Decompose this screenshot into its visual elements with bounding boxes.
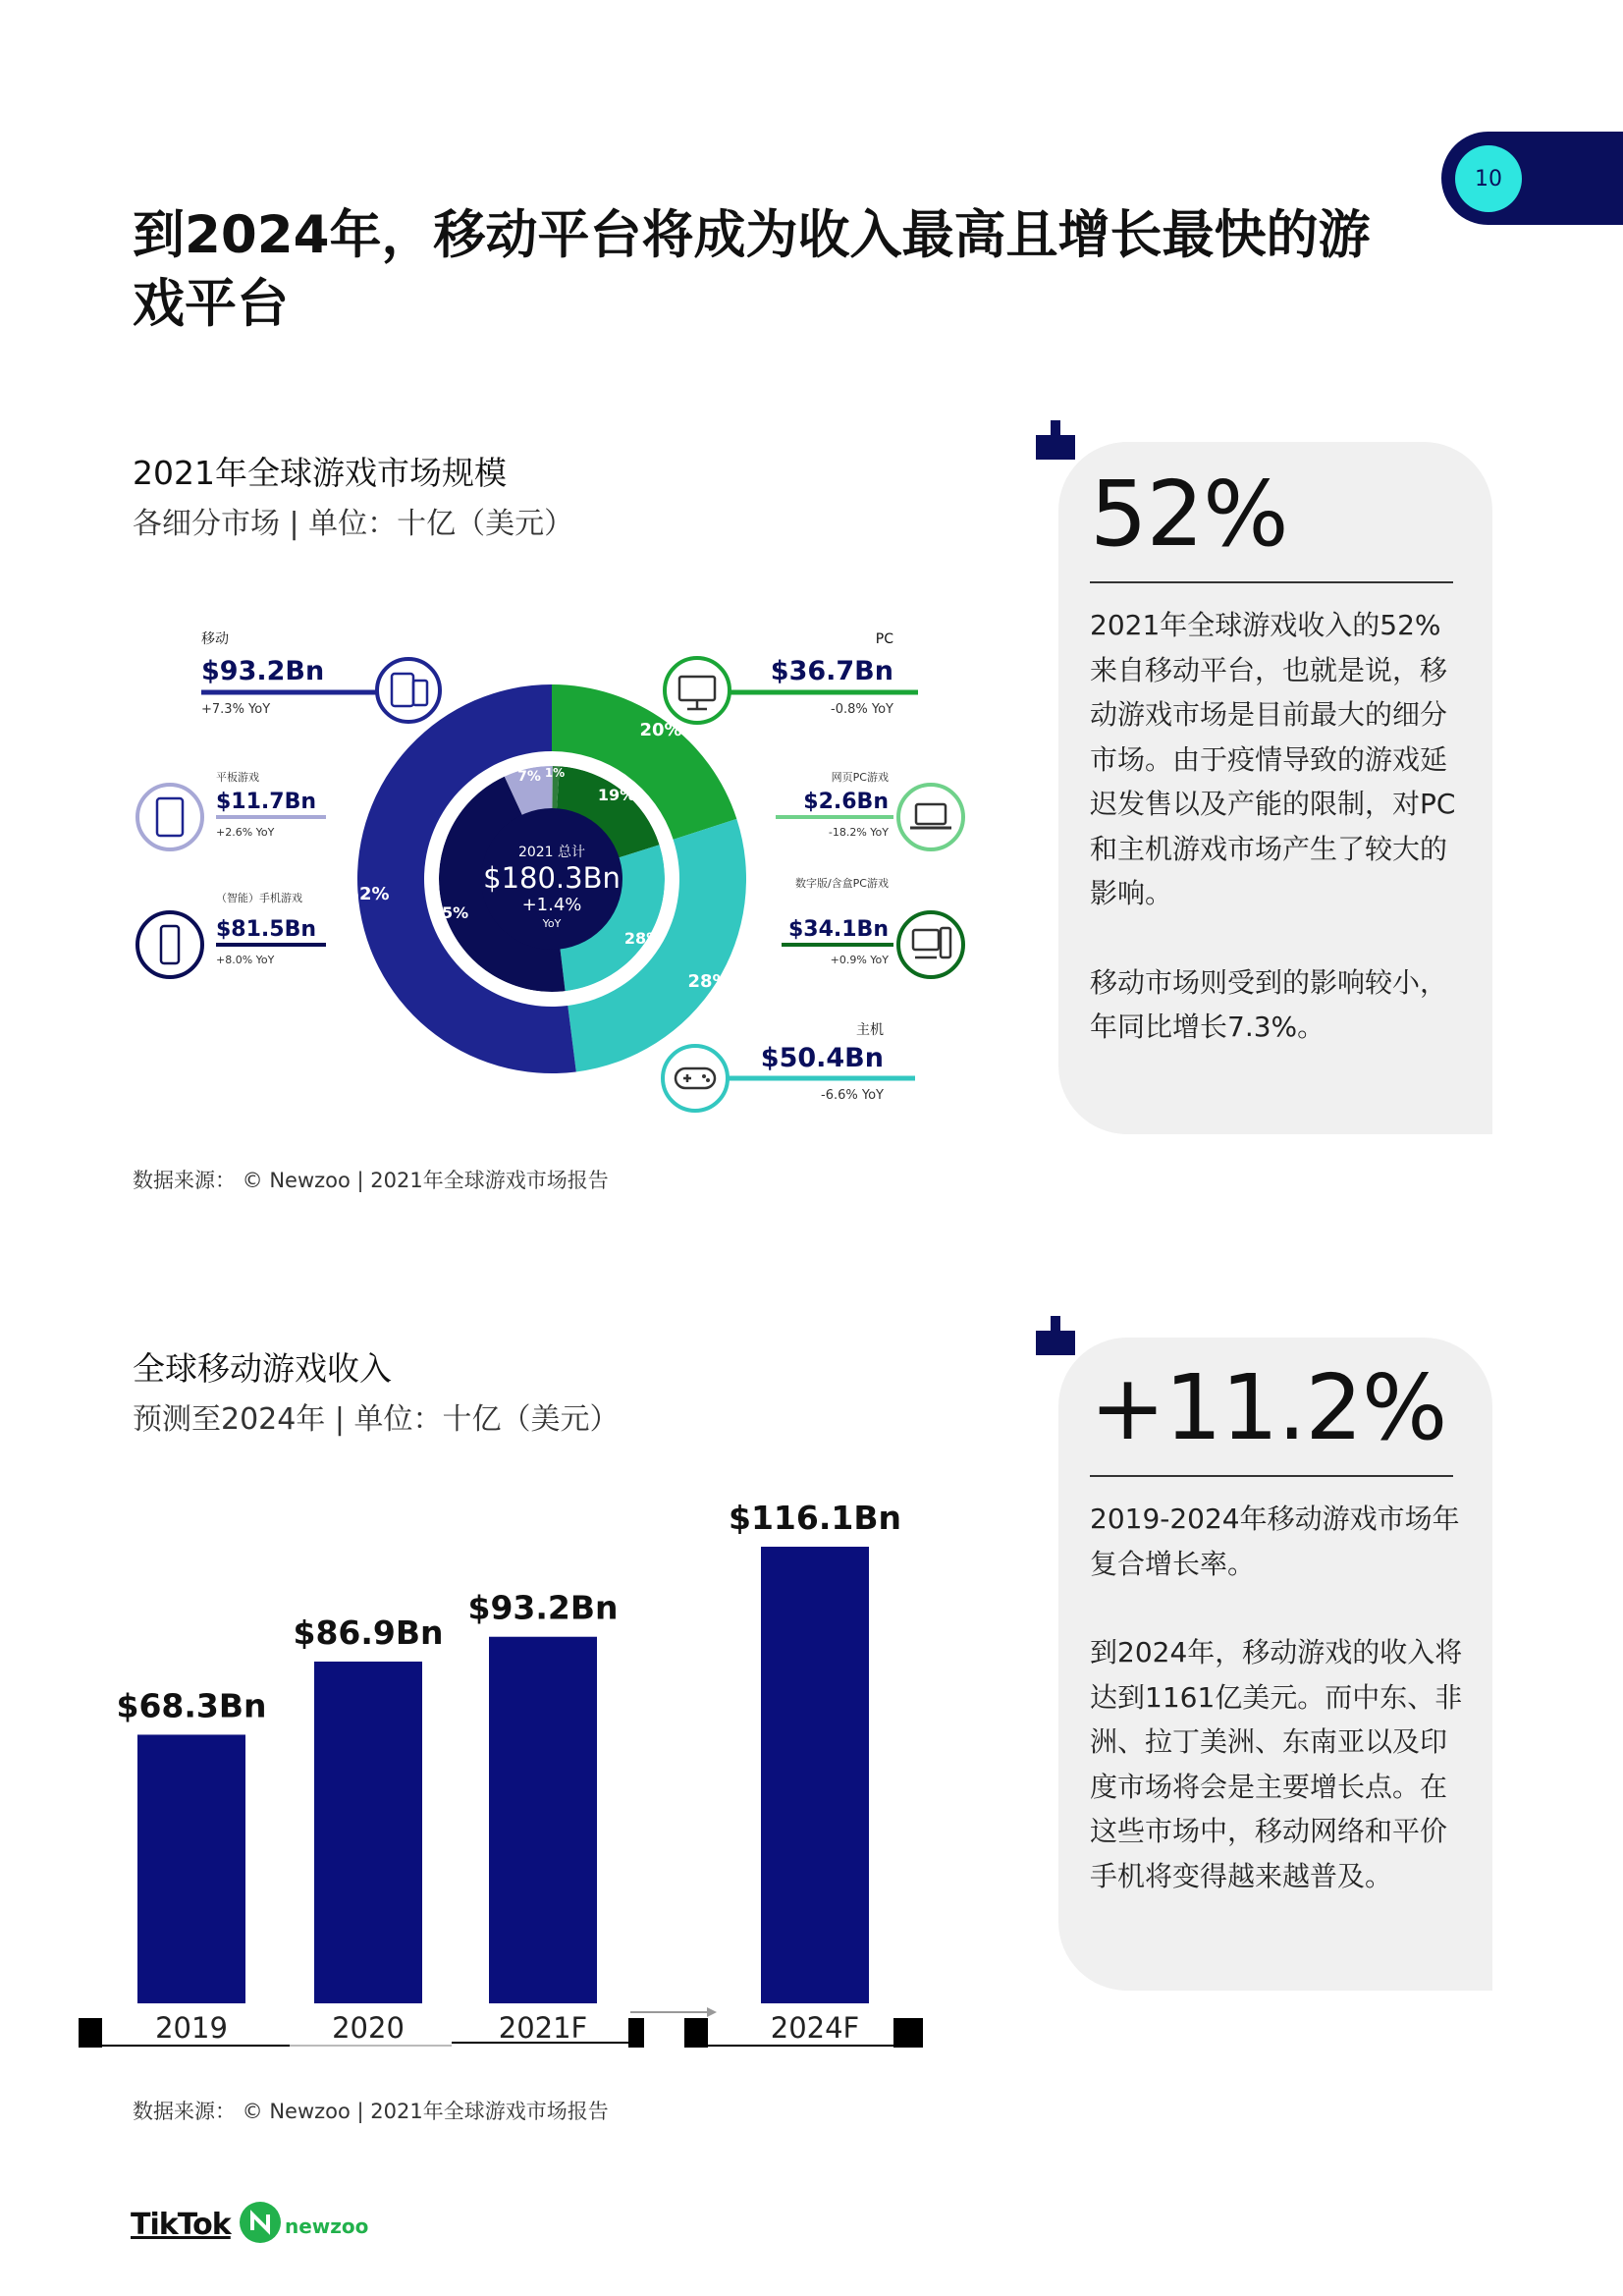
desktop-pc-icon bbox=[898, 912, 963, 977]
section2-source: 数据来源： © Newzoo | 2021年全球游戏市场报告 bbox=[133, 2100, 609, 2123]
card2-text bbox=[1090, 1497, 1473, 1942]
callout-boxed-yoy: +0.9% YoY bbox=[830, 954, 889, 966]
bar-data-label: $116.1Bn bbox=[729, 1499, 901, 1537]
callout-tablet-value: $11.7Bn bbox=[216, 790, 317, 814]
callout-smartphone-name: （智能）手机游戏 bbox=[216, 892, 302, 904]
newzoo-logo-text: newzoo bbox=[285, 2214, 369, 2238]
outer-label-console: 28% bbox=[687, 971, 730, 992]
callout-mobile-value: $93.2Bn bbox=[201, 656, 325, 686]
callout-mobile-yoy: +7.3% YoY bbox=[201, 702, 271, 717]
page-title: 到2024年，移动平台将成为收入最高且增长最快的游戏平台 bbox=[133, 205, 1371, 334]
forecast-arrow-head bbox=[707, 2007, 717, 2017]
laptop-icon bbox=[898, 785, 963, 849]
card2-divider bbox=[1090, 1475, 1453, 1477]
tiktok-logo: TikTok bbox=[131, 2208, 231, 2242]
axis-end-block bbox=[628, 2018, 644, 2048]
mobile-revenue-bar-chart bbox=[79, 1473, 943, 2062]
x-tick-label: 2024F bbox=[770, 2011, 860, 2045]
inner-label-console: 28% bbox=[623, 929, 663, 948]
page-number: 10 bbox=[1455, 145, 1522, 212]
card1-paragraph: 移动市场则受到的影响较小，年同比增长7.3%。 bbox=[1090, 965, 1448, 1043]
bar-data-label: $93.2Bn bbox=[467, 1588, 619, 1627]
callout-tablet-yoy: +2.6% YoY bbox=[216, 826, 275, 839]
smartphone-icon bbox=[137, 912, 202, 977]
outer-label-pc: 20% bbox=[639, 720, 682, 740]
market-donut-chart bbox=[118, 609, 1001, 1120]
axis-end-block-left bbox=[79, 2018, 102, 2048]
bar-data-label: $86.9Bn bbox=[293, 1613, 444, 1652]
callout-boxed-name: 数字版/含盒PC游戏 bbox=[794, 877, 889, 890]
callout-console-name: 主机 bbox=[856, 1022, 884, 1038]
callout-tablet-name: 平板游戏 bbox=[216, 771, 259, 784]
card1-paragraph: 2021年全球游戏收入的52%来自移动平台，也就是说，移动游戏市场是目前最大的细分市场。由于疫情导致的游戏延迟发售以及产能的限制，对PC和主机游戏市场产生了较大的影响。 bbox=[1090, 609, 1456, 909]
plus-icon bbox=[1036, 420, 1075, 460]
x-tick-label: 2019 bbox=[155, 2011, 228, 2045]
card2-stat: +11.2% bbox=[1090, 1355, 1447, 1460]
callout-browser-name: 网页PC游戏 bbox=[831, 771, 889, 784]
inner-label-boxed: 19% bbox=[597, 786, 636, 804]
axis-end-block-right bbox=[893, 2018, 923, 2048]
section1-subtitle: 各细分市场 | 单位：十亿（美元） bbox=[133, 507, 574, 541]
tablet-icon bbox=[137, 785, 202, 849]
section2-subtitle: 预测至2024年 | 单位：十亿（美元） bbox=[133, 1402, 620, 1437]
callout-smartphone-value: $81.5Bn bbox=[216, 917, 317, 942]
card1-text bbox=[1090, 603, 1463, 1094]
x-tick-label: 2020 bbox=[332, 2011, 405, 2045]
callout-browser-yoy: -18.2% YoY bbox=[828, 826, 889, 839]
total-value: $180.3Bn bbox=[483, 861, 621, 895]
mobile-devices-icon bbox=[377, 659, 440, 722]
card1-stat: 52% bbox=[1090, 462, 1288, 567]
section2-title: 全球移动游戏收入 bbox=[133, 1349, 392, 1388]
callout-mobile-name: 移动 bbox=[201, 631, 229, 647]
total-growth: +1.4% bbox=[521, 895, 582, 915]
total-growth-unit: YoY bbox=[542, 917, 562, 930]
callout-pc-value: $36.7Bn bbox=[770, 656, 893, 686]
section1-title: 2021年全球游戏市场规模 bbox=[133, 454, 507, 492]
callout-console-yoy: -6.6% YoY bbox=[821, 1088, 884, 1103]
inner-label-smartphone: 45% bbox=[430, 903, 469, 922]
callout-smartphone-yoy: +8.0% YoY bbox=[216, 954, 275, 966]
plus-icon bbox=[1036, 1316, 1075, 1355]
x-tick-label: 2021F bbox=[498, 2011, 588, 2045]
newzoo-logo-icon bbox=[238, 2200, 283, 2245]
bar-2021F bbox=[489, 1637, 597, 2003]
callout-pc-yoy: -0.8% YoY bbox=[831, 702, 893, 717]
callout-boxed-value: $34.1Bn bbox=[787, 917, 889, 942]
callout-pc-name: PC bbox=[875, 631, 893, 647]
bar-data-label: $68.3Bn bbox=[116, 1686, 267, 1725]
axis-end-block bbox=[684, 2018, 708, 2048]
inner-label-browser: 1% bbox=[544, 766, 566, 780]
bar-2019 bbox=[137, 1734, 245, 2003]
card2-paragraph: 2019-2024年移动游戏市场年复合增长率。 bbox=[1090, 1503, 1460, 1580]
section1-source: 数据来源： © Newzoo | 2021年全球游戏市场报告 bbox=[133, 1169, 609, 1192]
inner-label-tablet: 7% bbox=[517, 769, 541, 785]
callout-console-value: $50.4Bn bbox=[760, 1043, 884, 1073]
callout-browser-value: $2.6Bn bbox=[803, 790, 889, 814]
card2-paragraph: 到2024年，移动游戏的收入将达到1161亿美元。而中东、非洲、拉丁美洲、东南亚以及印度市场将会是主要增长点。在这些市场中，移动网络和平价手机将变得越来越普及。 bbox=[1090, 1636, 1463, 1892]
gamepad-icon bbox=[663, 1046, 728, 1111]
outer-label-mobile: 52% bbox=[347, 884, 390, 904]
card1-divider bbox=[1090, 581, 1453, 583]
total-label: 2021 总计 bbox=[517, 845, 586, 860]
pc-monitor-icon bbox=[665, 658, 730, 723]
bar-2024F bbox=[761, 1547, 869, 2003]
bar-2020 bbox=[314, 1662, 422, 2003]
